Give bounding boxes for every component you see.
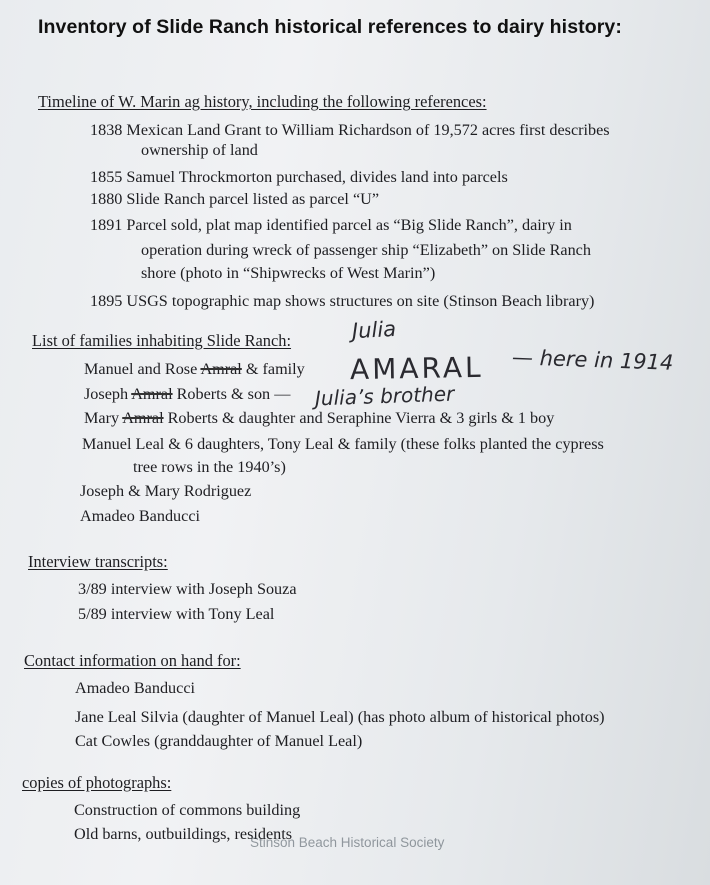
timeline-entry-1891: 1891 Parcel sold, plat map identified parcel as “Big Slide Ranch”, dairy in [90, 216, 572, 234]
family-row-manuel-rose [84, 358, 305, 381]
family-row-joseph [84, 383, 290, 406]
watermark: Stinson Beach Historical Society [250, 835, 445, 850]
contacts-heading: Contact information on hand for: [24, 651, 241, 670]
family-text: Mary [84, 409, 123, 427]
interview-item: 5/89 interview with Tony Leal [78, 605, 275, 623]
family-text: Roberts & son — [172, 385, 291, 403]
handwritten-julia: Julia [351, 316, 397, 344]
family-row-rodriguez: Joseph & Mary Rodriguez [80, 482, 252, 500]
timeline-entry-1855: 1855 Samuel Throckmorton purchased, divides land into parcels [90, 168, 508, 186]
timeline-entry-1891-cont2: shore (photo in “Shipwrecks of West Marin”) [141, 264, 436, 282]
timeline-entry-1880: 1880 Slide Ranch parcel listed as parcel “U” [90, 190, 380, 208]
contact-item: Cat Cowles (granddaughter of Manuel Leal) [75, 732, 363, 750]
family-text: Joseph [84, 385, 132, 403]
family-row-banducci: Amadeo Banducci [80, 507, 201, 525]
contact-item: Amadeo Banducci [75, 679, 196, 697]
handwritten-amaral: AMARAL [349, 350, 484, 387]
family-row-leal-cont: tree rows in the 1940’s) [133, 458, 286, 476]
photo-item: Old barns, outbuildings, residents [74, 825, 293, 843]
family-text: Manuel and Rose [84, 360, 201, 378]
family-text: & family [241, 360, 305, 378]
photos-heading: copies of photographs: [22, 773, 172, 792]
contact-item: Jane Leal Silvia (daughter of Manuel Leal) (has photo album of historical photos) [75, 708, 605, 726]
family-row-mary [84, 407, 554, 430]
timeline-entry-1838-cont: ownership of land [141, 141, 258, 159]
timeline-heading: Timeline of W. Marin ag history, including the following references: [38, 92, 487, 111]
handwritten-here-1914: — here in 1914 [511, 345, 674, 375]
interview-item: 3/89 interview with Joseph Souza [78, 580, 297, 598]
family-text: Roberts & daughter and Seraphine Vierra & 3 girls & 1 boy [163, 409, 555, 427]
timeline-entry-1891-cont1: operation during wreck of passenger ship “Elizabeth” on Slide Ranch [141, 241, 591, 259]
handwritten-julias-brother: Julia’s brother [314, 381, 455, 411]
timeline-entry-1838: 1838 Mexican Land Grant to William Richardson of 19,572 acres first describes [90, 121, 610, 139]
timeline-entry-1895: 1895 USGS topographic map shows structures on site (Stinson Beach library) [90, 292, 595, 310]
struck-word: Amral [122, 409, 164, 427]
struck-word: Amral [200, 360, 242, 378]
photo-item: Construction of commons building [74, 801, 301, 819]
interviews-heading: Interview transcripts: [28, 552, 168, 571]
family-row-leal: Manuel Leal & 6 daughters, Tony Leal & family (these folks planted the cypress [82, 435, 604, 453]
document-title: Inventory of Slide Ranch historical references to dairy history: [38, 16, 622, 38]
struck-word: Amral [131, 385, 173, 403]
families-heading: List of families inhabiting Slide Ranch: [32, 331, 292, 350]
